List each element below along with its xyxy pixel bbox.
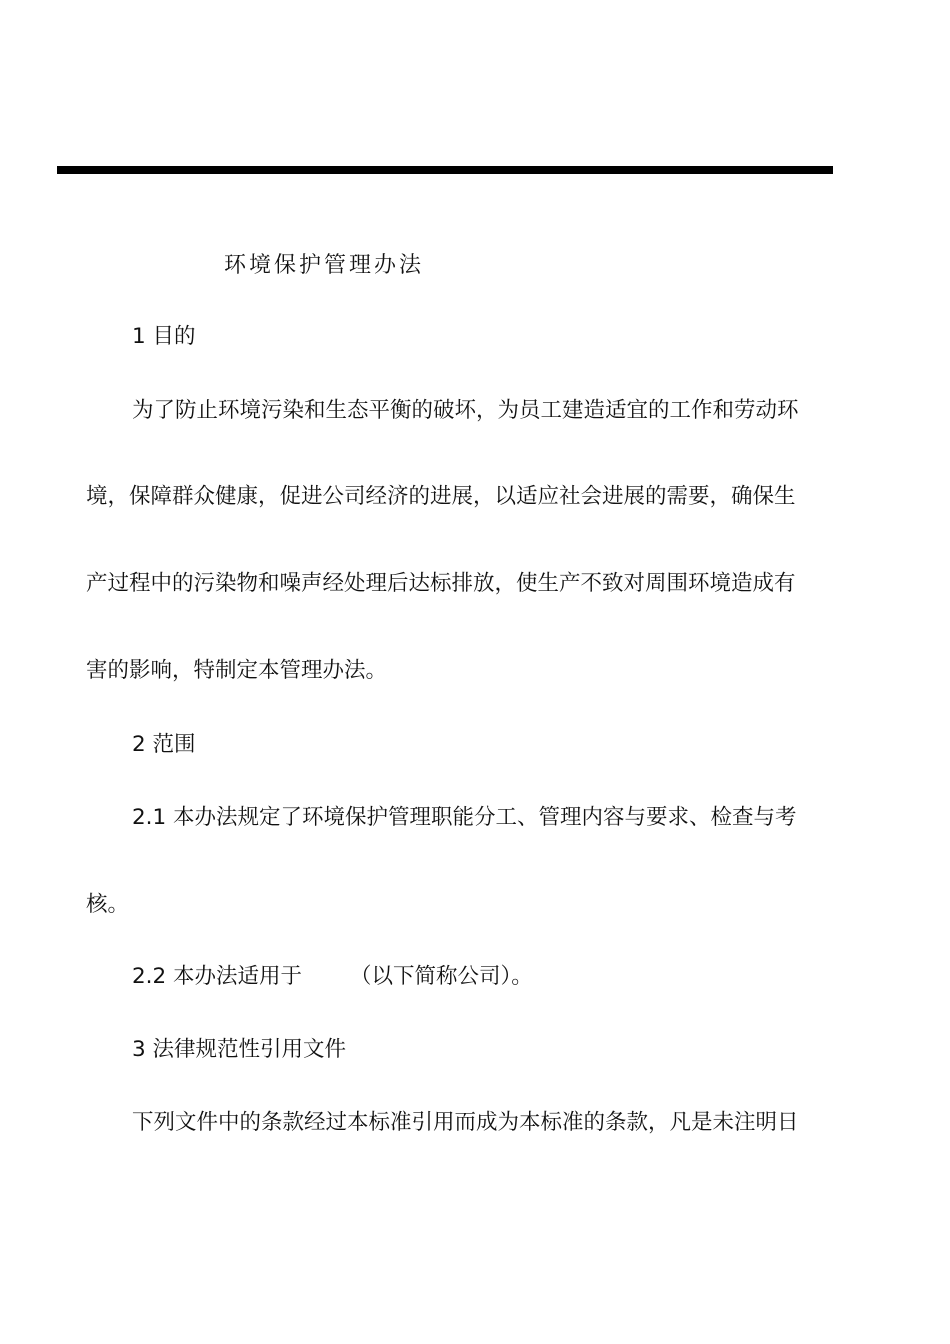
section-2-2-line [132, 962, 533, 992]
section-1-paragraph-line-4: 害的影响，特制定本管理办法。 [86, 658, 388, 683]
section-3-heading: 3 法律规范性引用文件 [132, 1037, 347, 1062]
section-1-heading: 1 目的 [132, 324, 196, 349]
section-2-heading: 2 范围 [132, 732, 196, 757]
section-1-paragraph-line-3: 产过程中的污染物和噪声经处理后达标排放，使生产不致对周围环境造成有 [86, 571, 796, 596]
document-title: 环境保护管理办法 [224, 253, 425, 278]
section-2-2-text-end: （以下简称公司）。 [350, 964, 533, 989]
section-3-paragraph-line-1: 下列文件中的条款经过本标准引用而成为本标准的条款，凡是未注明日 [132, 1110, 799, 1135]
header-rule [57, 166, 833, 174]
section-2-2-text-start: 2.2 本办法适用于 [132, 964, 303, 989]
section-2-1-line-2: 核。 [86, 892, 130, 917]
section-1-paragraph-line-1: 为了防止环境污染和生态平衡的破坏，为员工建造适宜的工作和劳动环 [132, 398, 799, 423]
section-1-paragraph-line-2: 境，保障群众健康，促进公司经济的进展，以适应社会进展的需要，确保生 [86, 484, 796, 509]
section-2-1-line-1: 2.1 本办法规定了环境保护管理职能分工、管理内容与要求、检查与考 [132, 805, 797, 830]
